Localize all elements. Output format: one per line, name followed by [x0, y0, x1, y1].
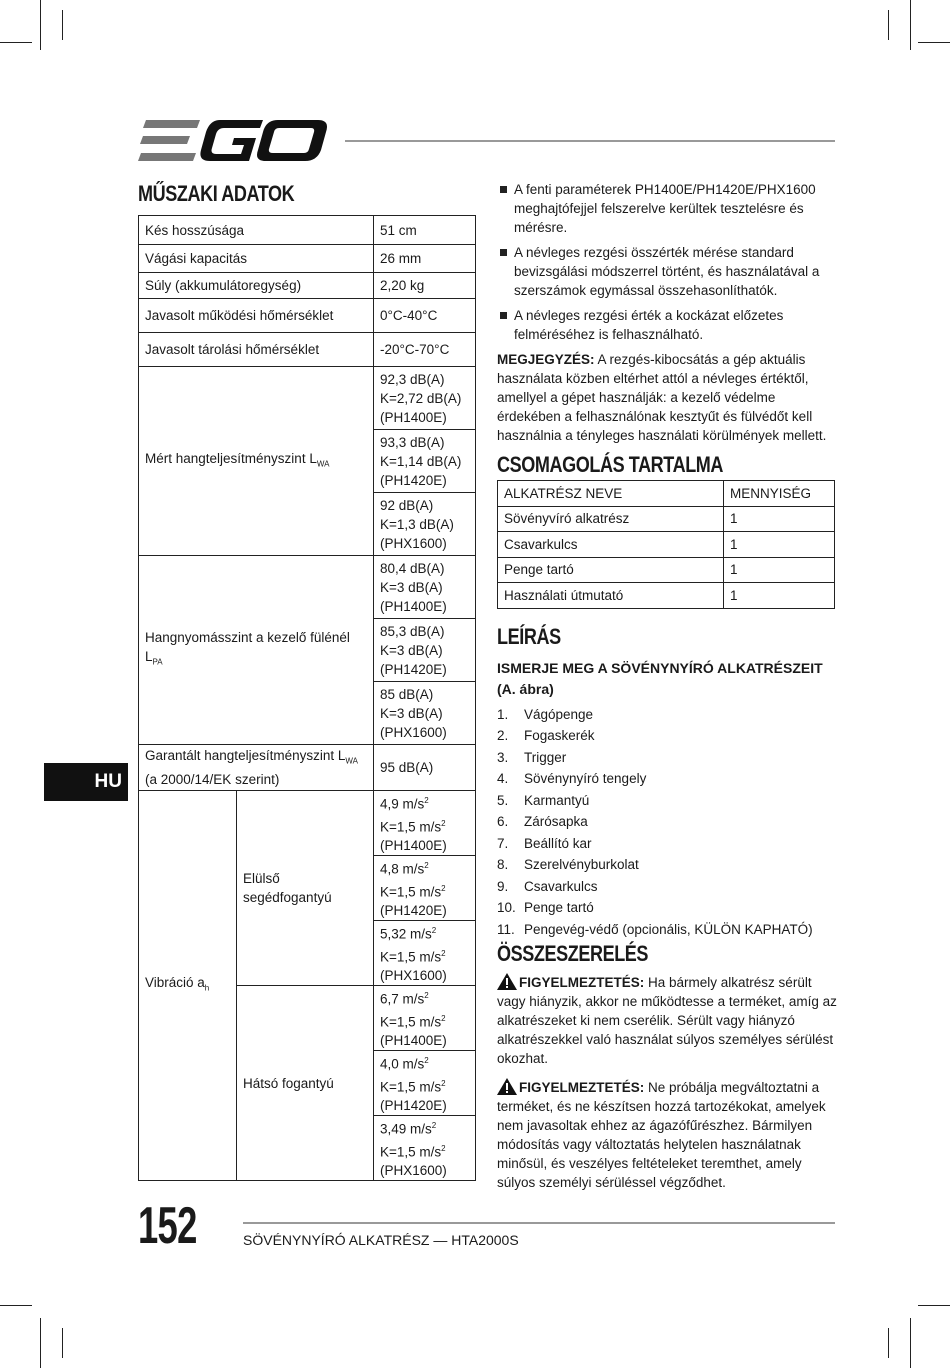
- header-rule: [345, 140, 835, 142]
- footer-rule: [243, 1222, 835, 1224]
- vibration-value: 5,32 $m/s^2$ K=1,5 $m/s^2$ (PHX1600): [374, 921, 476, 986]
- spec-value: 2,20 kg: [374, 273, 476, 299]
- table-row: [139, 745, 476, 791]
- list-item: 6. Zárósapka: [497, 814, 588, 829]
- list-item: A fenti paraméterek PH1400E/PH1420E/PHX1600 meghajtófejjel felszerelve kerültek tesztelésre és mérésre.: [497, 180, 837, 237]
- table-row: [139, 216, 476, 245]
- list-item: 11. Pengevég-védő (opcionális, KÜLÖN KAPHATÓ): [497, 921, 813, 937]
- sound-pressure-value: 85 dB(A) K=3 dB(A) (PHX1600): [374, 682, 476, 745]
- parts-subtitle: ISMERJE MEG A SÖVÉNYNYÍRÓ ALKATRÉSZEIT (A. ábra): [497, 659, 823, 697]
- specs-title: MŰSZAKI ADATOK: [138, 181, 295, 206]
- guaranteed-value: 95 dB(A): [374, 745, 476, 791]
- vibration-value: 3,49 $m/s^2$ K=1,5 $m/s^2$ (PHX1600): [374, 1116, 476, 1181]
- list-item: 5. Karmantyú: [497, 792, 590, 808]
- table-row: [139, 367, 476, 430]
- vibration-label: Vibráció $a_h$: [139, 791, 237, 1181]
- sound-power-value: 92 dB(A) K=1,3 dB(A) (PHX1600): [374, 493, 476, 556]
- vibration-value: 4,8 $m/s^2$ K=1,5 $m/s^2$ (PH1420E): [374, 856, 476, 921]
- spec-label: Súly (akkumulátoregység): [139, 273, 374, 299]
- packing-title: CSOMAGOLÁS TARTALMA: [497, 452, 724, 477]
- warning-paragraph: FIGYELMEZTETÉS: Ne próbálja megváltoztatni a terméket, és ne készítsen hozzá tartozékokat, amelyek nem javasoltak ehhez az ágazófűrészhez. Bármilyen módosítás vagy változtatás helytelen használatnak minősül, és veszélyes feltételeket teremthet, amely súlyos személyi sérüléssel végződhet.: [497, 1080, 826, 1190]
- sound-power-value: 93,3 dB(A) K=1,14 dB(A) (PH1420E): [374, 430, 476, 493]
- crop-mark: [910, 1318, 911, 1368]
- list-item: 10. Penge tartó: [497, 900, 594, 915]
- list-item: 2. Fogaskerék: [497, 728, 595, 743]
- spec-value: 0°C-40°C: [374, 299, 476, 333]
- crop-mark: [62, 10, 63, 40]
- bullet-list: [497, 180, 837, 344]
- cell: 1: [724, 506, 835, 532]
- table-row: [139, 299, 476, 333]
- table-row: [139, 556, 476, 619]
- warning-icon: [497, 1078, 517, 1095]
- sound-pressure-value: 85,3 dB(A) K=3 dB(A) (PH1420E): [374, 619, 476, 682]
- spec-label: Javasolt tárolási hőmérséklet: [139, 333, 374, 367]
- cell: Sövényvíró alkatrész: [498, 506, 724, 532]
- cell: Használati útmutató: [498, 583, 724, 609]
- description-title: LEÍRÁS: [497, 623, 561, 649]
- list-item: 9. Csavarkulcs: [497, 878, 598, 894]
- crop-mark: [888, 1328, 889, 1358]
- spec-value: -20°C-70°C: [374, 333, 476, 367]
- list-item: 3. Trigger: [497, 749, 567, 765]
- footer-title: SÖVÉNYNYÍRÓ ALKATRÉSZ — HTA2000S: [243, 1232, 519, 1248]
- page-number: 152: [138, 1197, 197, 1255]
- sound-pressure-value: 80,4 dB(A) K=3 dB(A) (PH1400E): [374, 556, 476, 619]
- warning-icon: [497, 973, 517, 990]
- table-row: [498, 583, 835, 609]
- crop-mark: [918, 1305, 950, 1306]
- crop-mark: [40, 1318, 41, 1368]
- sound-power-value: 92,3 dB(A) K=2,72 dB(A) (PH1400E): [374, 367, 476, 430]
- list-item: A névleges rezgési érték a kockázat előzetes felméréséhez is felhasználható.: [497, 306, 837, 344]
- table-header-row: [498, 481, 835, 507]
- spec-value: 51 cm: [374, 216, 476, 245]
- specs-table: [138, 215, 476, 1181]
- front-handle-label: Elülső segédfogantyú: [237, 791, 374, 986]
- cell: Csavarkulcs: [498, 532, 724, 558]
- column-header: MENNYISÉG: [724, 481, 835, 507]
- cell: 1: [724, 532, 835, 558]
- rear-handle-label: Hátsó fogantyú: [237, 986, 374, 1181]
- table-row: [139, 273, 476, 299]
- list-item: 4. Sövénynyíró tengely: [497, 771, 647, 786]
- table-row: [139, 333, 476, 367]
- cell: Penge tartó: [498, 557, 724, 583]
- guaranteed-label: Garantált hangteljesítményszint $L_{WA}$ (a 2000/14/EK szerint): [139, 745, 374, 791]
- cell: 1: [724, 557, 835, 583]
- ego-logo: [138, 118, 328, 164]
- note-paragraph: MEGJEGYZÉS: A rezgés-kibocsátás a gép aktuális használata közben eltérhet attól a névleges értéktől, amellyel a gépet használják: a kezelő védelme érdekében a felhasználónak kesztyűt és fülvédőt kell használnia a tényleges használati körülmények mellett.: [497, 352, 827, 443]
- sound-power-label: Mért hangteljesítményszint $L_{WA}$: [139, 367, 374, 556]
- crop-mark: [0, 1305, 32, 1306]
- cell: 1: [724, 583, 835, 609]
- crop-mark: [918, 42, 950, 43]
- crop-mark: [0, 42, 32, 43]
- assembly-title: ÖSSZESZERELÉS: [497, 941, 649, 966]
- crop-mark: [62, 1328, 63, 1358]
- parts-list: [497, 704, 837, 941]
- vibration-value: 4,9 $m/s^2$ K=1,5 $m/s^2$ (PH1400E): [374, 791, 476, 856]
- vibration-value: 4,0 $m/s^2$ K=1,5 $m/s^2$ (PH1420E): [374, 1051, 476, 1116]
- list-item: A névleges rezgési összérték mérése standard bevizsgálási módszerrel történt, és használatával a szerszámok egymással összehasonlíthatók.: [497, 243, 837, 300]
- language-tab: HU: [44, 763, 128, 801]
- table-row: [139, 245, 476, 273]
- vibration-value: 6,7 $m/s^2$ K=1,5 $m/s^2$ (PH1400E): [374, 986, 476, 1051]
- right-column: [497, 180, 837, 1202]
- crop-mark: [888, 10, 889, 40]
- spec-label: Vágási kapacitás: [139, 245, 374, 273]
- column-header: ALKATRÉSZ NEVE: [498, 481, 724, 507]
- table-row: [498, 557, 835, 583]
- spec-label: Javasolt működési hőmérséklet: [139, 299, 374, 333]
- table-row: [139, 791, 476, 856]
- warning-paragraph: FIGYELMEZTETÉS: Ha bármely alkatrész sérült vagy hiányzik, akkor ne működtesse a terméket, amíg az alkatrészeket ki nem cserélik. Sérült vagy hiányzó alkatrészekkel való használat súlyos személyes sérülést okozhat.: [497, 975, 837, 1066]
- list-item: 7. Beállító kar: [497, 835, 592, 851]
- table-row: [498, 506, 835, 532]
- sound-pressure-label: Hangnyomásszint a kezelő fülénél $L_{PA}$: [139, 556, 374, 745]
- crop-mark: [40, 0, 41, 50]
- list-item: 8. Szerelvényburkolat: [497, 857, 639, 872]
- spec-value: 26 mm: [374, 245, 476, 273]
- packing-table: [497, 480, 835, 609]
- spec-label: Kés hosszúsága: [139, 216, 374, 245]
- crop-mark: [910, 0, 911, 50]
- table-row: [498, 532, 835, 558]
- list-item: 1. Vágópenge: [497, 706, 594, 722]
